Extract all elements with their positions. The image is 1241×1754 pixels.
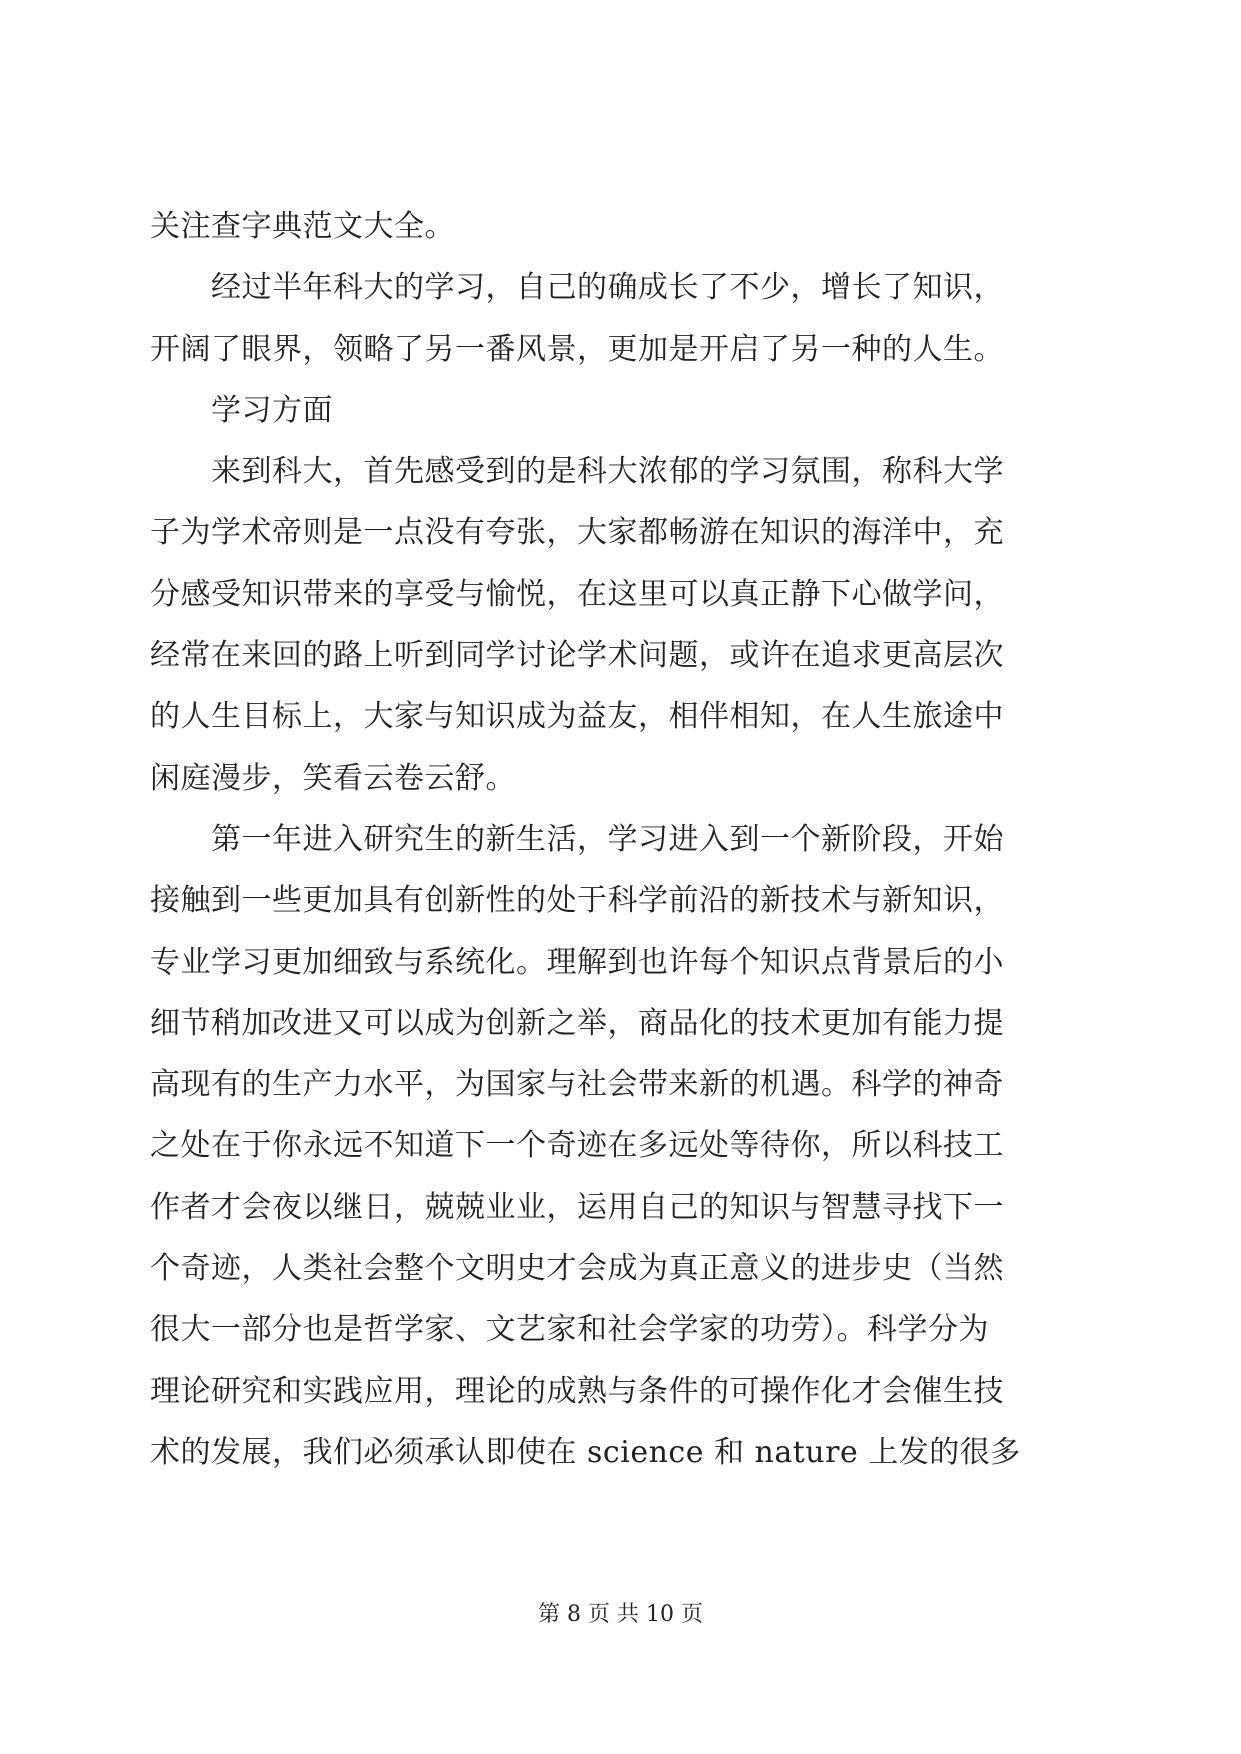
text-line: 术的发展，我们必须承认即使在 science 和 nature 上发的很多 bbox=[150, 1434, 1021, 1470]
text-line: 闲庭漫步，笑看云卷云舒。 bbox=[150, 760, 516, 796]
text-line: 专业学习更加细致与系统化。理解到也许每个知识点背景后的小 bbox=[150, 944, 1004, 980]
text-line: 来到科大，首先感受到的是科大浓郁的学习氛围，称科大学 bbox=[150, 454, 1004, 490]
text-line: 的人生目标上，大家与知识成为益友，相伴相知，在人生旅途中 bbox=[150, 699, 1004, 735]
text-line: 理论研究和实践应用，理论的成熟与条件的可操作化才会催生技 bbox=[150, 1373, 1004, 1409]
text-line: 接触到一些更加具有创新性的处于科学前沿的新技术与新知识， bbox=[150, 883, 1004, 919]
text-line: 分感受知识带来的享受与愉悦，在这里可以真正静下心做学问， bbox=[150, 576, 1004, 612]
text-line: 个奇迹，人类社会整个文明史才会成为真正意义的进步史（当然 bbox=[150, 1251, 1004, 1287]
text-line: 学习方面 bbox=[150, 392, 333, 428]
text-line: 经过半年科大的学习，自己的确成长了不少，增长了知识， bbox=[150, 270, 1004, 306]
text-line: 很大一部分也是哲学家、文艺家和社会学家的功劳）。科学分为 bbox=[150, 1312, 989, 1348]
text-line: 细节稍加改进又可以成为创新之举，商品化的技术更加有能力提 bbox=[150, 1005, 1004, 1041]
text-line: 经常在来回的路上听到同学讨论学术问题，或许在追求更高层次 bbox=[150, 638, 1004, 674]
text-line: 关注查字典范文大全。 bbox=[150, 209, 455, 244]
text-line: 之处在于你永远不知道下一个奇迹在多远处等待你，所以科技工 bbox=[150, 1128, 1004, 1164]
text-line: 子为学术帝则是一点没有夸张，大家都畅游在知识的海洋中，充 bbox=[150, 515, 1004, 551]
text-line: 第一年进入研究生的新生活，学习进入到一个新阶段，开始 bbox=[150, 821, 1004, 857]
text-line: 开阔了眼界，领略了另一番风景，更加是开启了另一种的人生。 bbox=[150, 331, 1004, 367]
page-number-footer: 第 8 页 共 10 页 bbox=[538, 1602, 703, 1627]
text-line: 高现有的生产力水平，为国家与社会带来新的机遇。科学的神奇 bbox=[150, 1067, 1004, 1103]
text-line: 作者才会夜以继日，兢兢业业，运用自己的知识与智慧寻找下一 bbox=[150, 1189, 1004, 1225]
body-text bbox=[150, 196, 1095, 1483]
